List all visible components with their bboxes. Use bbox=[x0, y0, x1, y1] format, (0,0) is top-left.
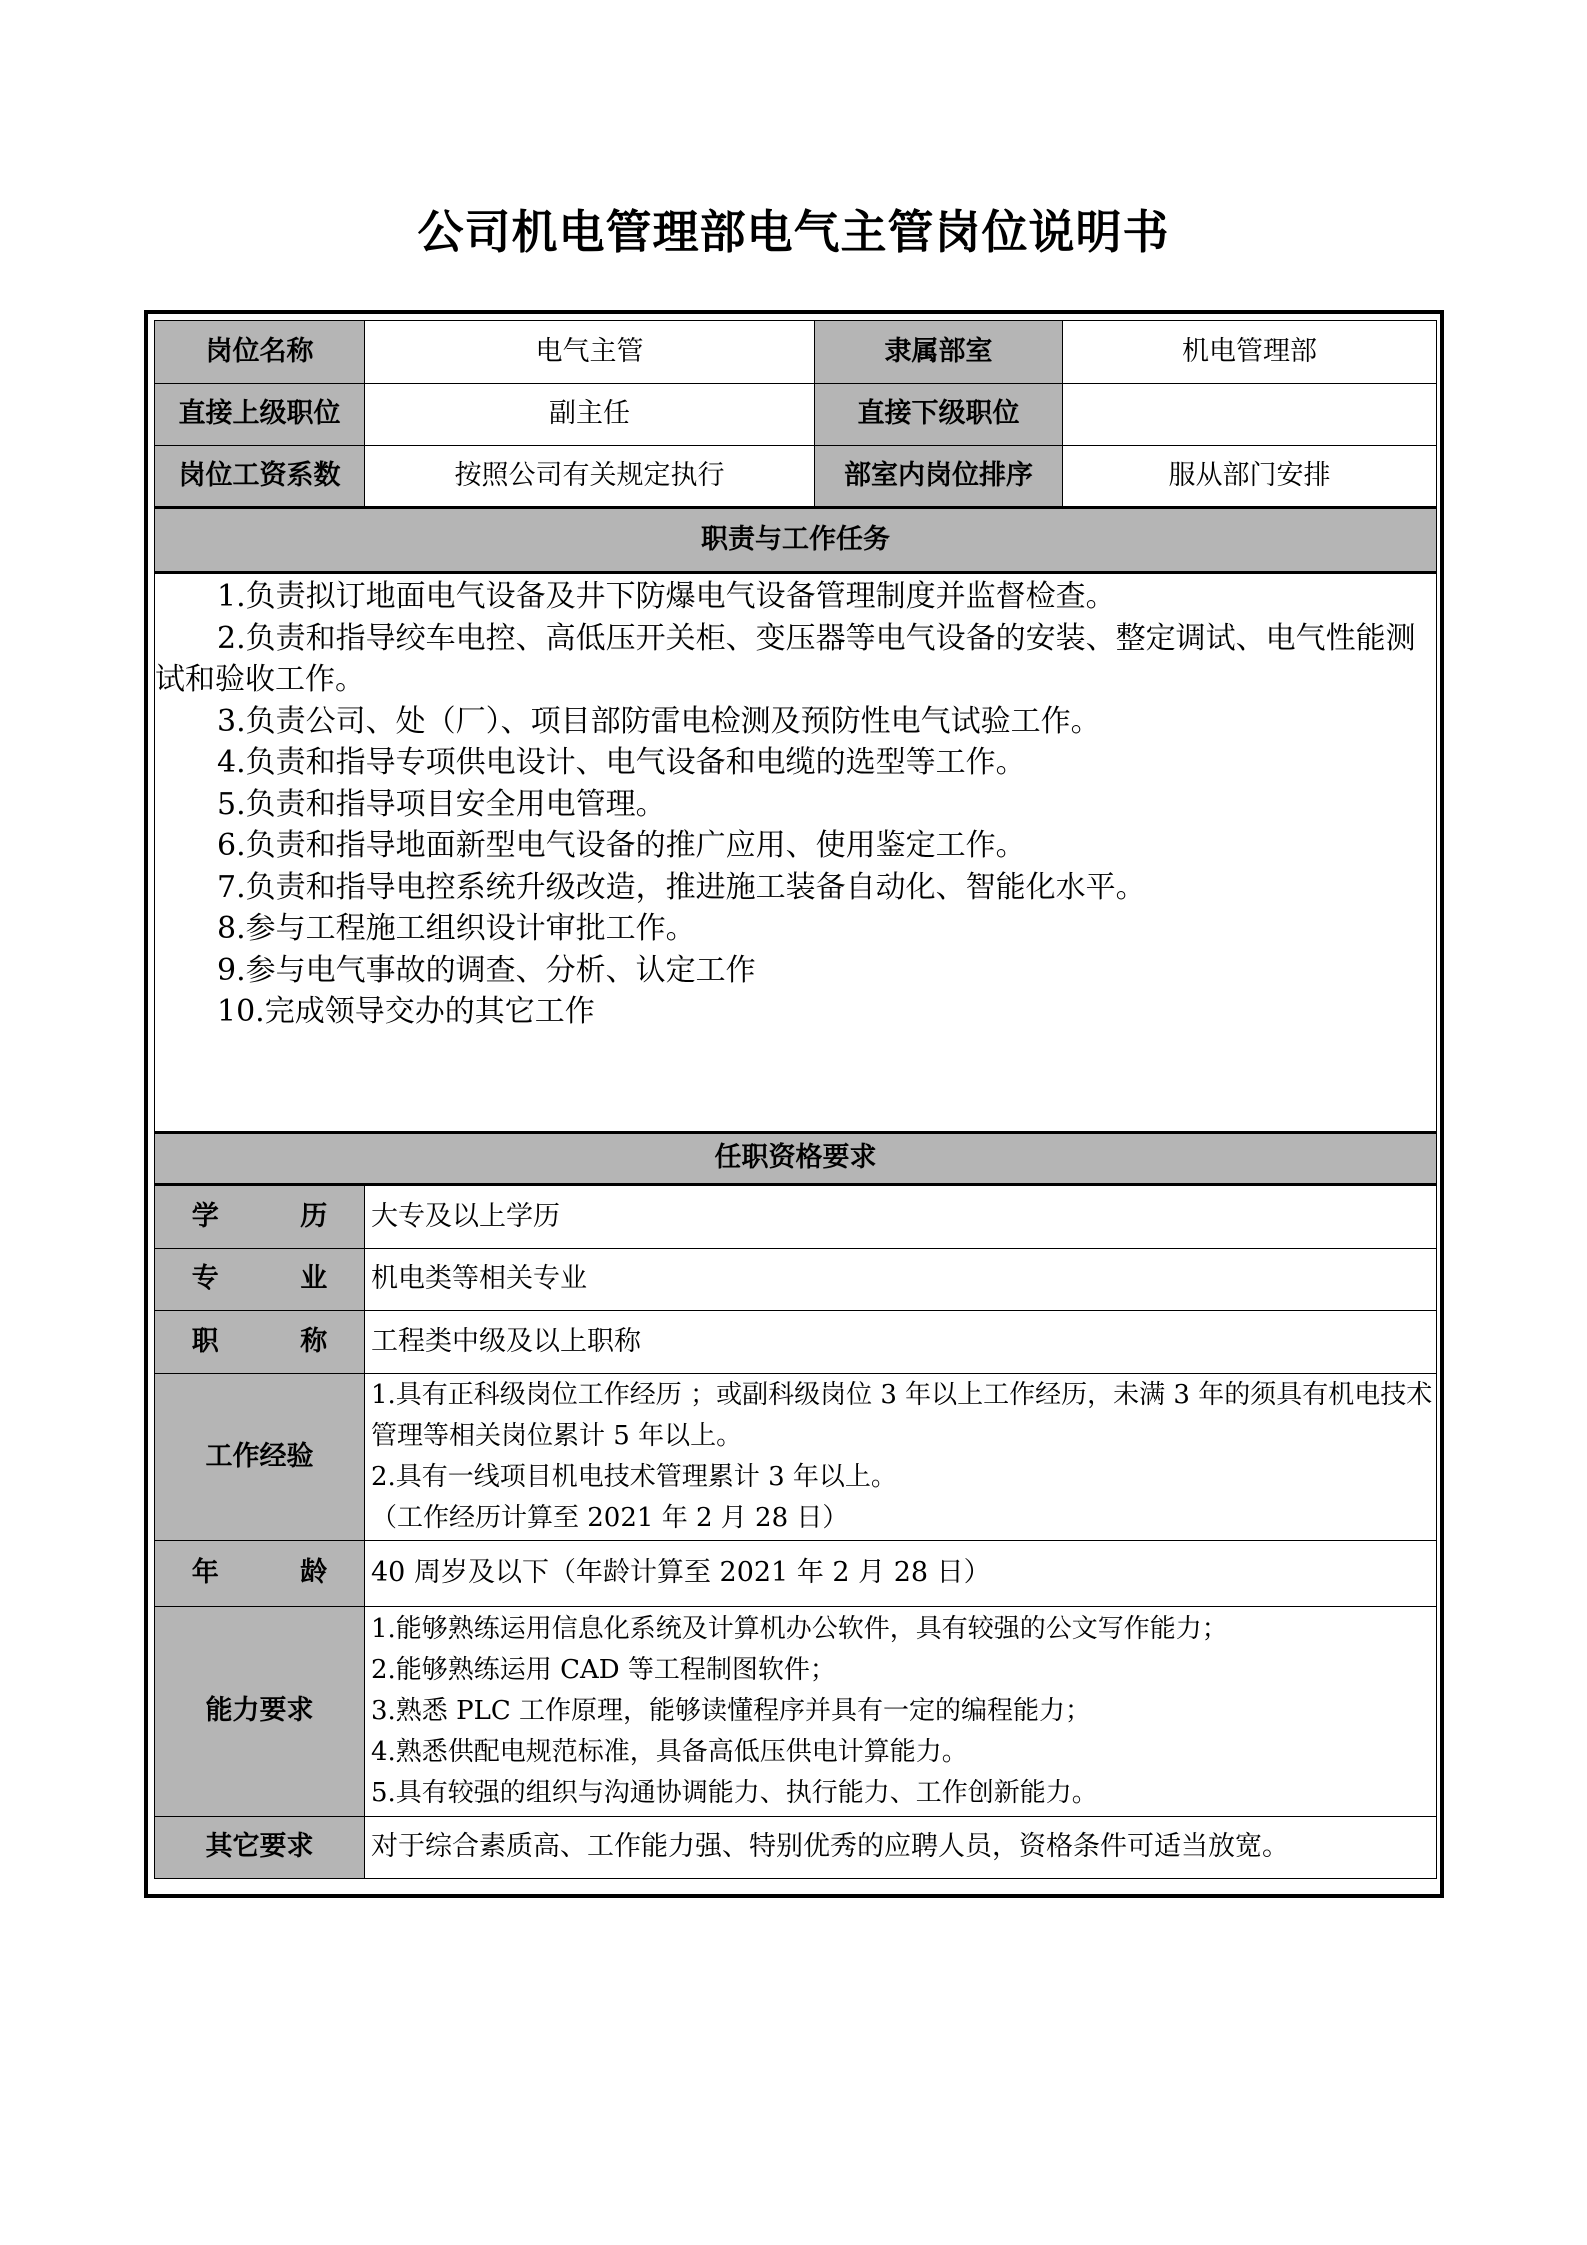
label-department: 隶属部室 bbox=[815, 321, 1063, 384]
label-experience: 工作经验 bbox=[155, 1374, 365, 1541]
qualifications-header-row bbox=[155, 1133, 1437, 1185]
basic-row-2 bbox=[155, 384, 1437, 446]
ability-line: 4.熟悉供配电规范标准，具备高低压供电计算能力。 bbox=[371, 1737, 968, 1767]
job-description-table bbox=[154, 320, 1436, 1888]
other-row bbox=[155, 1817, 1437, 1879]
label-age: 年 龄 bbox=[155, 1541, 365, 1607]
experience-line: 1.具有正科级岗位工作经历 ；或副科级岗位 3 年以上工作经历，未满 3 年的须具有机电技术管理等相关岗位累计 5 年以上。 bbox=[371, 1380, 1433, 1451]
duties-header: 职责与工作任务 bbox=[155, 508, 1437, 573]
value-position-rank: 服从部门安排 bbox=[1063, 446, 1437, 508]
value-professional-title: 工程类中级及以上职称 bbox=[365, 1311, 1437, 1374]
value-age: 40 周岁及以下（年龄计算至 2021 年 2 月 28 日） bbox=[365, 1541, 1437, 1607]
value-experience bbox=[365, 1374, 1437, 1541]
label-other-requirements: 其它要求 bbox=[155, 1817, 365, 1879]
label-salary-coefficient: 岗位工资系数 bbox=[155, 446, 365, 508]
label-education: 学 历 bbox=[155, 1185, 365, 1249]
value-other-requirements: 对于综合素质高、工作能力强、特别优秀的应聘人员，资格条件可适当放宽。 bbox=[365, 1817, 1437, 1879]
major-row bbox=[155, 1249, 1437, 1311]
value-direct-superior: 副主任 bbox=[365, 384, 815, 446]
value-position-name: 电气主管 bbox=[365, 321, 815, 384]
duty-item: 7.负责和指导电控系统升级改造，推进施工装备自动化、智能化水平。 bbox=[217, 869, 1146, 905]
duty-item: 9.参与电气事故的调查、分析、认定工作 bbox=[217, 952, 756, 988]
ability-line: 5.具有较强的组织与沟通协调能力、执行能力、工作创新能力。 bbox=[371, 1778, 1098, 1808]
duty-item: 10.完成领导交办的其它工作 bbox=[217, 994, 595, 1029]
ability-line: 3.熟悉 PLC 工作原理，能够读懂程序并具有一定的编程能力； bbox=[371, 1696, 1091, 1726]
value-salary-coefficient: 按照公司有关规定执行 bbox=[365, 446, 815, 508]
duty-item: 1.负责拟订地面电气设备及井下防爆电气设备管理制度并监督检查。 bbox=[217, 579, 1116, 614]
age-row bbox=[155, 1541, 1437, 1607]
ability-line: 2.能够熟练运用 CAD 等工程制图软件； bbox=[371, 1655, 836, 1685]
experience-line: （工作经历计算至 2021 年 2 月 28 日） bbox=[371, 1503, 849, 1533]
duty-item: 3.负责公司、处（厂）、项目部防雷电检测及预防性电气试验工作。 bbox=[217, 703, 1101, 739]
document-title: 公司机电管理部电气主管岗位说明书 bbox=[417, 205, 1170, 259]
label-direct-superior: 直接上级职位 bbox=[155, 384, 365, 446]
title-row bbox=[155, 1311, 1437, 1374]
duty-item: 4.负责和指导专项供电设计、电气设备和电缆的选型等工作。 bbox=[217, 745, 1026, 780]
value-department: 机电管理部 bbox=[1063, 321, 1437, 384]
label-direct-subordinate: 直接下级职位 bbox=[815, 384, 1063, 446]
duty-item: 5.负责和指导项目安全用电管理。 bbox=[217, 786, 666, 822]
duties-list bbox=[155, 573, 1437, 1133]
experience-row bbox=[155, 1374, 1437, 1541]
label-professional-title: 职 称 bbox=[155, 1311, 365, 1374]
value-major: 机电类等相关专业 bbox=[365, 1249, 1437, 1311]
experience-line: 2.具有一线项目机电技术管理累计 3 年以上。 bbox=[371, 1462, 897, 1492]
value-direct-subordinate bbox=[1063, 384, 1437, 446]
label-position-name: 岗位名称 bbox=[155, 321, 365, 384]
value-ability bbox=[365, 1607, 1437, 1817]
education-row bbox=[155, 1185, 1437, 1249]
label-major: 专 业 bbox=[155, 1249, 365, 1311]
qualifications-header: 任职资格要求 bbox=[155, 1133, 1437, 1185]
label-ability: 能力要求 bbox=[155, 1607, 365, 1817]
duty-item: 8.参与工程施工组织设计审批工作。 bbox=[217, 911, 696, 946]
duty-item: 2.负责和指导绞车电控、高低压开关柜、变压器等电气设备的安装、整定调试、电气性能测试和验收工作。 bbox=[155, 620, 1416, 697]
duties-row bbox=[155, 573, 1437, 1133]
basic-row-3 bbox=[155, 446, 1437, 508]
ability-row bbox=[155, 1607, 1437, 1817]
basic-row-1 bbox=[155, 321, 1437, 384]
duty-item: 6.负责和指导地面新型电气设备的推广应用、使用鉴定工作。 bbox=[217, 828, 1026, 863]
value-education: 大专及以上学历 bbox=[365, 1185, 1437, 1249]
duties-header-row bbox=[155, 508, 1437, 573]
ability-line: 1.能够熟练运用信息化系统及计算机办公软件，具有较强的公文写作能力； bbox=[371, 1614, 1228, 1644]
label-position-rank: 部室内岗位排序 bbox=[815, 446, 1063, 508]
